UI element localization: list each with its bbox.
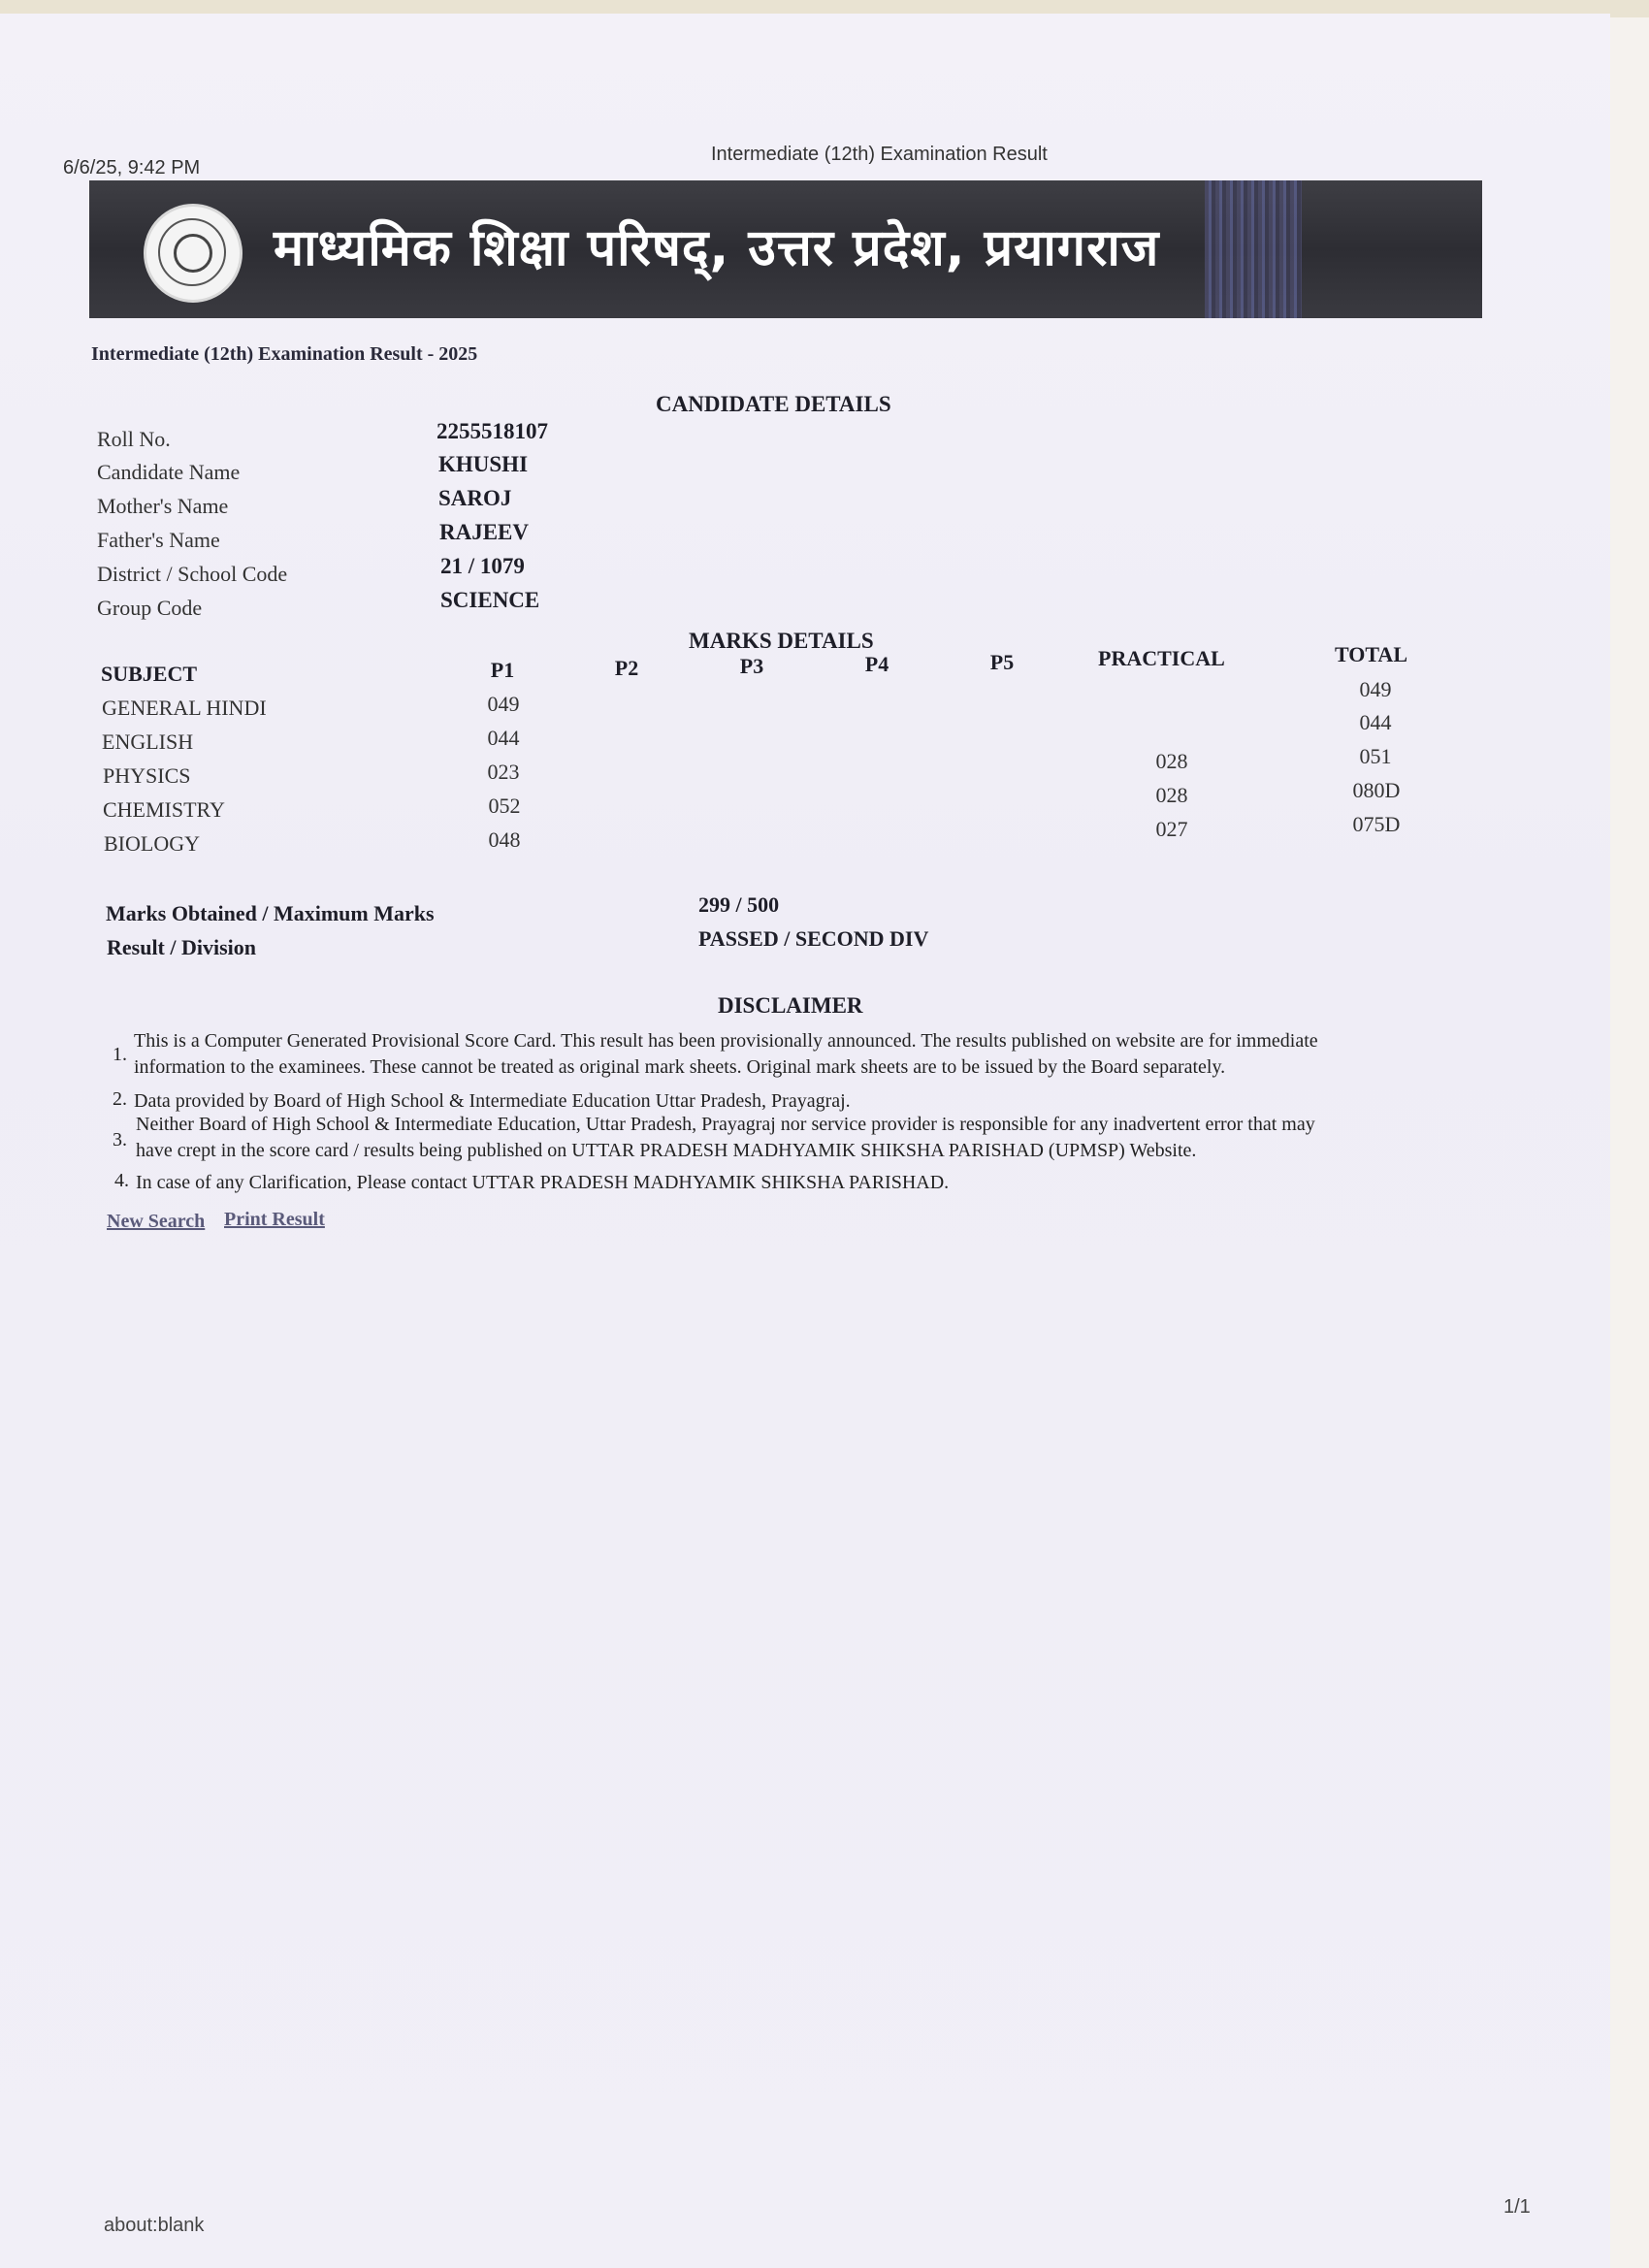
practical-mark-chemistry: 028 <box>1155 783 1188 807</box>
column-header-p3: P3 <box>739 654 764 678</box>
p1-mark-physics: 023 <box>487 760 520 784</box>
total-mark-english: 044 <box>1359 710 1392 734</box>
column-header-p4: P4 <box>864 652 889 676</box>
p1-mark-hindi: 049 <box>487 692 520 716</box>
disclaimer-heading: DISCLAIMER <box>718 993 863 1018</box>
print-page-count: 1/1 <box>1504 2196 1531 2218</box>
up-board-emblem-icon <box>144 204 242 303</box>
board-banner <box>89 180 1482 318</box>
mother-name-label: Mother's Name <box>97 494 229 518</box>
disclaimer-number-4: 4. <box>114 1170 129 1191</box>
roll-no-label: Roll No. <box>97 427 171 451</box>
column-header-p5: P5 <box>989 650 1015 674</box>
result-subheading: Intermediate (12th) Examination Result - 2025 <box>91 343 478 365</box>
column-header-practical: PRACTICAL <box>1098 646 1225 670</box>
print-result-link[interactable]: Print Result <box>224 1209 325 1230</box>
subject-name-physics: PHYSICS <box>103 763 191 788</box>
subject-name-hindi: GENERAL HINDI <box>102 696 267 720</box>
subject-name-chemistry: CHEMISTRY <box>103 797 225 822</box>
column-header-total: TOTAL <box>1335 642 1407 666</box>
group-code-value: SCIENCE <box>440 588 540 612</box>
practical-mark-biology: 027 <box>1155 817 1188 841</box>
disclaimer-number-1: 1. <box>113 1044 127 1065</box>
printed-sheet <box>0 14 1610 2268</box>
candidate-name-value: KHUSHI <box>438 452 529 476</box>
subject-name-biology: BIOLOGY <box>104 831 200 856</box>
total-mark-hindi: 049 <box>1359 677 1392 701</box>
board-title: माध्यमिक शिक्षा परिषद्, उत्तर प्रदेश, प्रयागराज <box>274 219 1160 277</box>
disclaimer-item-3: Neither Board of High School & Intermediate Education, Uttar Pradesh, Prayagraj nor service provider is responsible for any inadvertent error that may have crept in the score card / results being published on UTTAR PRADESH MADHYAMIK SHIKSHA PARISHAD (UPMSP) Website. <box>136 1114 1315 1161</box>
disclaimer-item-1: This is a Computer Generated Provisional Score Card. This result has been provisionally announced. The results published on website are for immediate information to the examinees. These cannot be treated as original mark sheets. Original mark sheets are to be issued by the Board separately. <box>134 1030 1318 1078</box>
father-name-value: RAJEEV <box>439 520 530 544</box>
group-code-label: Group Code <box>97 596 203 620</box>
disclaimer-item-2: Data provided by Board of High School & Intermediate Education Uttar Pradesh, Prayagraj. <box>134 1090 851 1112</box>
result-division-value: PASSED / SECOND DIV <box>698 926 929 951</box>
candidate-name-label: Candidate Name <box>97 460 241 484</box>
total-mark-physics: 051 <box>1359 744 1392 768</box>
roll-no-value: 2255518107 <box>436 419 548 443</box>
total-mark-biology: 075D <box>1352 812 1401 836</box>
p1-mark-english: 044 <box>487 726 520 750</box>
mother-name-value: SAROJ <box>438 486 512 510</box>
subject-name-english: ENGLISH <box>102 729 194 754</box>
new-search-link[interactable]: New Search <box>107 1211 206 1232</box>
banner-decoration <box>1205 180 1302 318</box>
column-header-p1: P1 <box>490 658 515 682</box>
print-date: 6/6/25, 9:42 PM <box>63 157 201 178</box>
print-page-title: Intermediate (12th) Examination Result <box>711 144 1048 165</box>
column-header-p2: P2 <box>614 656 639 680</box>
disclaimer-number-2: 2. <box>113 1088 127 1110</box>
marks-details-heading: MARKS DETAILS <box>689 629 874 653</box>
total-mark-chemistry: 080D <box>1352 778 1401 802</box>
result-division-label: Result / Division <box>107 935 257 959</box>
candidate-details-heading: CANDIDATE DETAILS <box>656 392 891 416</box>
p1-mark-chemistry: 052 <box>488 794 521 818</box>
district-school-code-label: District / School Code <box>97 562 288 586</box>
disclaimer-item-4: In case of any Clarification, Please contact UTTAR PRADESH MADHYAMIK SHIKSHA PARISHAD. <box>136 1172 950 1193</box>
marks-obtained-label: Marks Obtained / Maximum Marks <box>106 901 435 925</box>
marks-obtained-value: 299 / 500 <box>698 892 780 917</box>
column-header-subject: SUBJECT <box>101 662 198 686</box>
district-school-code-value: 21 / 1079 <box>440 554 525 578</box>
p1-mark-biology: 048 <box>488 827 521 852</box>
print-footer-url: about:blank <box>104 2215 205 2236</box>
practical-mark-physics: 028 <box>1155 749 1188 773</box>
father-name-label: Father's Name <box>97 528 220 552</box>
disclaimer-number-3: 3. <box>113 1129 127 1150</box>
